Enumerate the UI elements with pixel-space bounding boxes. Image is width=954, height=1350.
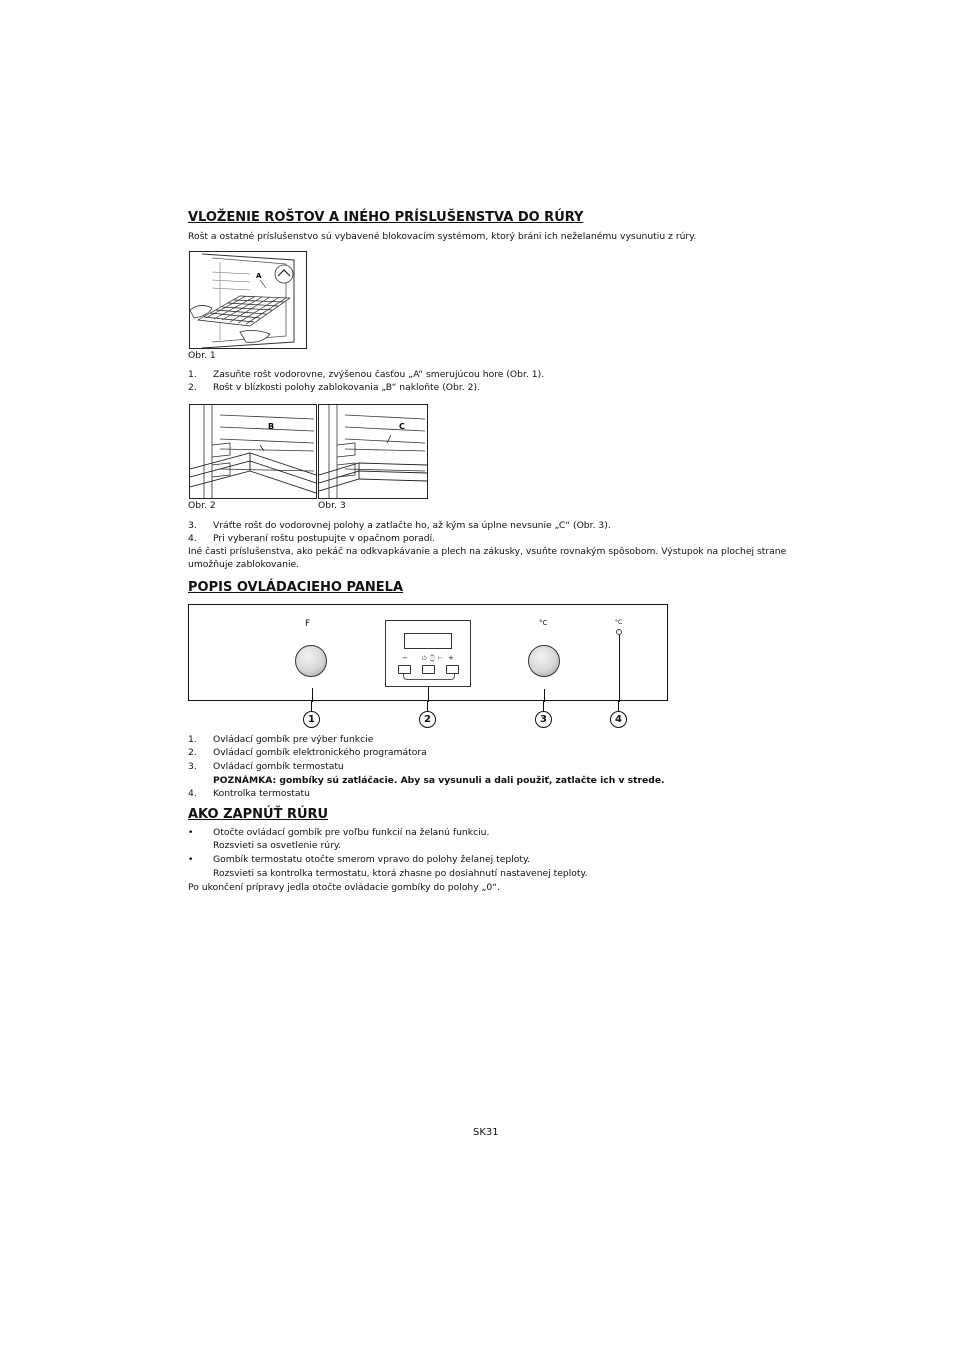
steps-list-b — [188, 519, 808, 575]
leader-line — [544, 689, 545, 702]
steps-list-a — [188, 368, 788, 396]
callout-3: 3 — [535, 711, 552, 728]
step-number: 4. — [188, 533, 197, 544]
plus-label: + — [448, 654, 454, 662]
knob1-label: F — [305, 619, 311, 629]
leader-line — [619, 635, 620, 702]
plus-button — [446, 665, 459, 674]
accessories-note-line1: Iné časti príslušenstva, ako pekáč na odkvapkávanie a plech na zákusky, vsuňte rovnakým spôsobom. Výstupok na plochej strane — [188, 546, 787, 557]
fig2-label-b: B — [268, 422, 275, 431]
fig2-caption: Obr. 2 — [188, 500, 216, 511]
step-number: 1. — [188, 369, 197, 380]
bullet-text: Rozsvieti sa osvetlenie rúry. — [213, 840, 341, 851]
step-text: Zasuňte rošt vodorovne, zvýšenou časťou „A“ smerujúcou hore (Obr. 1). — [213, 369, 545, 380]
thermostat-knob — [528, 645, 560, 677]
knob-note: POZNÁMKA: gombíky sú zatláčacie. Aby sa vysunuli a dali použiť, zatlačte ich v strede. — [213, 775, 665, 786]
accessories-note-line2: umožňuje zablokovanie. — [188, 559, 300, 570]
step-text: Vráťte rošt do vodorovnej polohy a zatlačte ho, až kým sa úplne nevsunie „C“ (Obr. 3). — [213, 520, 611, 531]
step-number: 2. — [188, 382, 197, 393]
intro-text: Rošt a ostatné príslušenstvo sú vybavené blokovacím systémom, ktorý bráni ich neželanému vysunutiu z rúry. — [188, 231, 697, 242]
callout-2: 2 — [419, 711, 436, 728]
section-title-panel: POPIS OVLÁDACIEHO PANELA — [188, 580, 404, 595]
bullet: • — [188, 827, 194, 838]
section-title-racks: VLOŽENIE ROŠTOV A INÉHO PRÍSLUŠENSTVA DO RÚRY — [188, 210, 584, 225]
callout-1: 1 — [303, 711, 320, 728]
programmer-box — [385, 620, 471, 687]
fig1-label-a: A — [256, 272, 262, 280]
figure-1 — [189, 251, 307, 349]
item-text: Ovládací gombík termostatu — [213, 761, 344, 772]
panel-items-list — [188, 733, 808, 803]
figure-3 — [318, 404, 428, 499]
item-text: Kontrolka termostatu — [213, 788, 310, 799]
start-bullets — [188, 826, 808, 896]
fig3-caption: Obr. 3 — [318, 500, 346, 511]
clock-icon: ⏻ ⌚ ⊢ — [422, 655, 444, 662]
mode-button — [422, 665, 435, 674]
fig3-label-c: C — [399, 422, 405, 431]
item-text: Ovládací gombík pre výber funkcie — [213, 734, 374, 745]
knob3-label: °C — [539, 619, 548, 627]
bullet: • — [188, 854, 194, 865]
callout-4: 4 — [610, 711, 627, 728]
leader-line — [428, 686, 429, 702]
section-title-start: AKO ZAPNÚŤ RÚRU — [188, 807, 329, 822]
item-number: 3. — [188, 761, 197, 772]
page-number: SK31 — [473, 1127, 499, 1138]
minus-label: − — [402, 654, 408, 662]
item-text: Ovládací gombík elektronického programátora — [213, 747, 427, 758]
item-number: 4. — [188, 788, 197, 799]
control-panel-diagram — [188, 604, 668, 701]
item-number: 2. — [188, 747, 197, 758]
bracket-line — [403, 674, 455, 680]
step-text: Rošt v blízkosti polohy zablokovania „B“ nakloňte (Obr. 2). — [213, 382, 480, 393]
closing-text: Po ukončení prípravy jedla otočte ovládacie gombíky do polohy „0“. — [188, 882, 500, 893]
programmer-display — [404, 633, 452, 649]
minus-button — [398, 665, 411, 674]
figure-2 — [189, 404, 317, 499]
lamp-label: °C — [615, 619, 623, 626]
item-number: 1. — [188, 734, 197, 745]
leader-line — [312, 688, 313, 702]
function-knob — [295, 645, 327, 677]
step-number: 3. — [188, 520, 197, 531]
bullet-text: Gombík termostatu otočte smerom vpravo do polohy želanej teploty. — [213, 854, 530, 865]
bullet-text: Otočte ovládací gombík pre voľbu funkcií na želanú funkciu. — [213, 827, 490, 838]
step-text: Pri vyberaní roštu postupujte v opačnom poradí. — [213, 533, 436, 544]
bullet-text: Rozsvieti sa kontrolka termostatu, ktorá zhasne po dosiahnutí nastavenej teploty. — [213, 868, 588, 879]
fig1-caption: Obr. 1 — [188, 350, 216, 361]
